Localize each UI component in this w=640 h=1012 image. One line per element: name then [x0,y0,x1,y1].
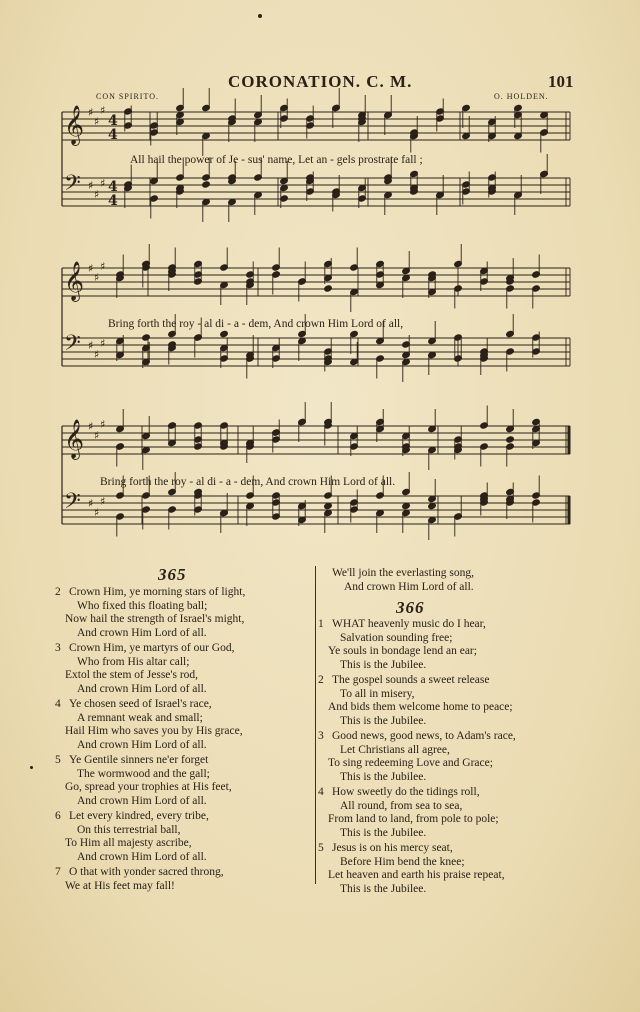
verse-line: The wormwood and the gall; [77,767,210,780]
verse-line: Ye Gentile sinners ne'er forget [69,754,209,766]
verse-number: 2 [55,586,61,598]
sharp-icon: ♯ [100,104,106,117]
verse-line: This is the Jubilee. [340,882,427,895]
hymn-number-365: 365 [158,565,187,584]
lyric-line-3: Bring forth the roy - al di - a - dem, And crown Him Lord of all. [100,476,396,488]
bass-clef-icon: 𝄢 [64,331,81,361]
verse-line: Crown Him, ye martyrs of our God, [69,642,235,654]
verse-line: And crown Him Lord of all. [77,626,207,639]
sharp-icon: ♯ [94,348,100,361]
column-divider [315,566,316,884]
verse-line: Let heaven and earth his praise repeat, [328,869,505,881]
hymn-366-verses [318,618,516,896]
verse-7 [55,866,245,893]
verse-number: 6 [55,810,61,822]
verse-4 [318,786,516,840]
verse-line: And crown Him Lord of all. [77,794,207,807]
sharp-icon: ♯ [94,271,100,284]
tempo-marking: CON SPIRITO. [96,92,159,101]
verse-line: Let Christians all agree, [340,743,450,756]
verse-line: On this terrestrial ball, [77,823,181,836]
verse-line: And crown Him Lord of all. [77,850,207,863]
time-signature: 4 [108,193,118,209]
sharp-icon: ♯ [88,179,94,192]
note-head [142,334,151,341]
verse-line: To sing redeeming Love and Grace; [328,757,493,769]
treble-clef-icon: 𝄞 [64,105,85,145]
verse-3 [55,642,245,696]
verse-line: Go, spread your trophies at His feet, [65,781,232,793]
note-head [324,285,333,292]
bass-clef-icon: 𝄢 [64,171,81,201]
verse-line: Who fixed this floating ball; [77,599,208,612]
verse-line: Jesus is on his mercy seat, [332,842,453,854]
sharp-icon: ♯ [100,177,106,190]
sharp-icon: ♯ [100,418,106,431]
sharp-icon: ♯ [94,506,100,519]
verse-line: Ye chosen seed of Israel's race, [69,698,212,710]
hymn-365-continuation [332,567,474,594]
verse-line: We'll join the everlasting song, [332,567,474,579]
verse-number: 4 [318,786,324,798]
sharp-icon: ♯ [100,495,106,508]
sharp-icon: ♯ [94,188,100,201]
hymn-365-verses [55,586,245,893]
verse-line: Extol the stem of Jesse's rod, [65,669,199,681]
verse-5 [55,754,245,808]
verse-number: 3 [55,642,61,654]
verse-4 [55,698,245,752]
verse-line: All round, from sea to sea, [340,799,463,812]
verse-2 [318,674,516,728]
tune-title: CORONATION. C. M. [228,72,413,91]
verse-number: 5 [55,754,61,766]
verse-line: From land to land, from pole to pole; [328,813,499,825]
verse-line: And crown Him Lord of all. [77,682,207,695]
verse-line: Let every kindred, every tribe, [69,810,209,822]
lyric-line-2: Bring forth the roy - al di - a - dem, And crown Him Lord of all, [108,318,404,330]
note-head [532,271,541,278]
hymn-number-366: 366 [396,598,425,617]
verse-line: Ye souls in bondage lend an ear; [328,645,477,657]
verse-number: 3 [318,730,324,742]
verse-number: 1 [318,618,324,630]
verse-line: O that with yonder sacred throng, [69,866,224,878]
time-signature: 4 [108,179,118,195]
sharp-icon: ♯ [88,420,94,433]
verse-line: This is the Jubilee. [340,658,427,671]
verse-line: This is the Jubilee. [340,770,427,783]
bass-clef-icon: 𝄢 [64,489,81,519]
page-number: 101 [548,72,574,91]
verse-line: Hail Him who saves you by His grace, [65,725,243,737]
note-head [220,330,229,337]
note-head [202,181,211,188]
verse-line: And bids them welcome home to peace; [328,701,513,713]
verse-line: How sweetly do the tidings roll, [332,786,480,798]
composer-name: O. HOLDEN. [494,92,549,101]
verse-line: To Him all majesty ascribe, [65,837,192,849]
verse-line: A remnant weak and small; [77,711,203,724]
sharp-icon: ♯ [100,260,106,273]
verse-number: 7 [55,866,61,878]
verse-line: Now hail the strength of Israel's might, [65,613,245,625]
sharp-icon: ♯ [100,337,106,350]
sharp-icon: ♯ [94,429,100,442]
sharp-icon: ♯ [88,262,94,275]
time-signature: 4 [108,127,118,143]
verse-5 [318,842,516,896]
note-head [506,436,515,443]
verse-line: This is the Jubilee. [340,714,427,727]
verse-line: And crown Him Lord of all. [344,580,474,593]
verse-line: Crown Him, ye morning stars of light, [69,586,246,598]
verse-6 [55,810,245,864]
verse-line: Before Him bend the knee; [340,855,465,868]
sharp-icon: ♯ [88,106,94,119]
verse-number: 5 [318,842,324,854]
verse-line: To all in misery, [340,687,415,700]
treble-clef-icon: 𝄞 [64,261,85,301]
sharp-icon: ♯ [94,115,100,128]
verse-line: The gospel sounds a sweet release [332,674,490,686]
verse-line: Good news, good news, to Adam's race, [332,730,516,742]
verse-line: Who from His altar call; [77,655,190,668]
time-signature: 4 [108,113,118,129]
verse-1 [318,618,516,672]
verse-3 [318,730,516,784]
verse-2 [55,586,245,640]
sharp-icon: ♯ [88,497,94,510]
ink-spot [30,766,33,769]
verse-line: WHAT heavenly music do I hear, [332,618,486,630]
verse-line: Salvation sounding free; [340,631,453,644]
verse-number: 4 [55,698,61,710]
verse-line: And crown Him Lord of all. [77,738,207,751]
verse-number: 2 [318,674,324,686]
treble-clef-icon: 𝄞 [64,419,85,459]
lyric-line-1: All hail the power of Je - sus' name, Let an - gels prostrate fall ; [130,154,423,166]
verse-line: This is the Jubilee. [340,826,427,839]
verse-line: We at His feet may fall! [65,879,175,892]
sharp-icon: ♯ [88,339,94,352]
